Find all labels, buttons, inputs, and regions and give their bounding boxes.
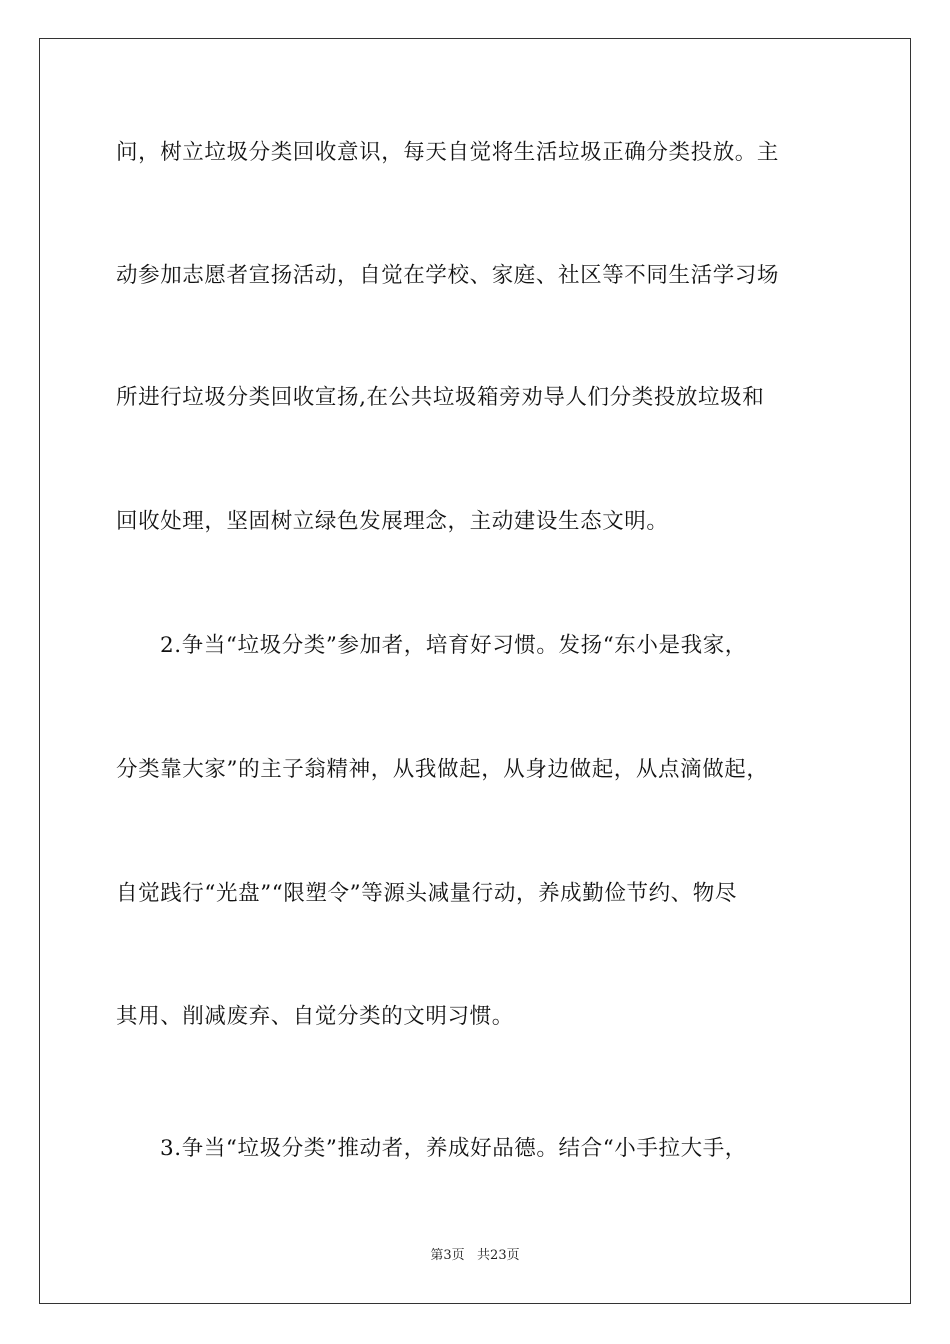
paragraph-line-9: 3.争当“垃圾分类”推动者，养成好品德。结合“小手拉大手， xyxy=(160,1136,747,1161)
paragraph-line-6: 分类靠大家”的主子翁精神，从我做起，从身边做起，从点滴做起， xyxy=(116,757,769,782)
paragraph-line-3: 所进行垃圾分类回收宣扬,在公共垃圾箱旁劝导人们分类投放垃圾和 xyxy=(116,385,765,410)
paragraph-line-1: 问，树立垃圾分类回收意识，每天自觉将生活垃圾正确分类投放。主 xyxy=(116,140,780,165)
page-number-footer: 第3页 共23页 xyxy=(430,1248,520,1263)
page-border xyxy=(39,38,911,1304)
paragraph-line-7: 自觉践行“光盘”“限塑令”等源头减量行动，养成勤俭节约、物尽 xyxy=(116,881,737,906)
paragraph-line-5: 2.争当“垃圾分类”参加者，培育好习惯。发扬“东小是我家， xyxy=(160,633,747,658)
paragraph-line-2: 动参加志愿者宣扬活动，自觉在学校、家庭、社区等不同生活学习场 xyxy=(116,263,780,288)
paragraph-line-4: 回收处理，坚固树立绿色发展理念，主动建设生态文明。 xyxy=(116,509,669,534)
paragraph-line-8: 其用、削减废弃、自觉分类的文明习惯。 xyxy=(116,1004,514,1029)
